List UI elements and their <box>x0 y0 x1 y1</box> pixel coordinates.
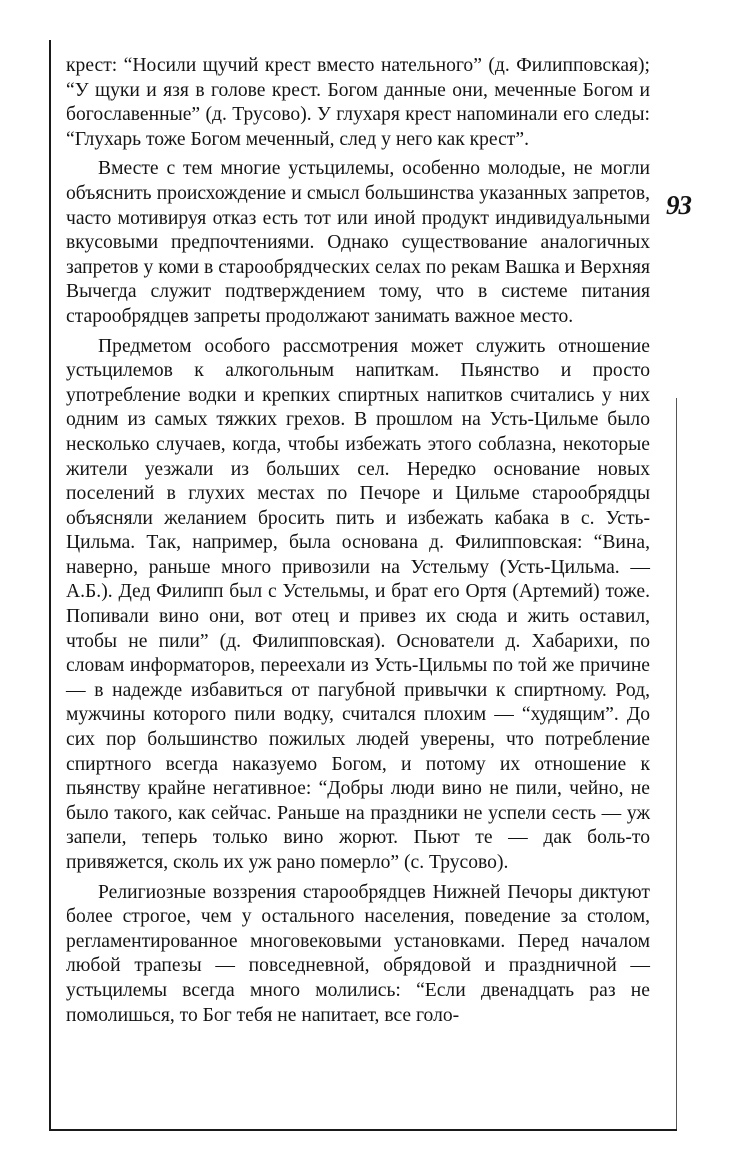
bottom-margin-rule <box>49 1129 677 1131</box>
paragraph: Вместе с тем многие устьцилемы, особенно молодые, не могли объяснить происхождение и смысл большинства указанных запретов, часто мотивируя отказ есть тот или иной продукт индивидуальными вкусовыми предпочтениями. Однако существование аналогичных запретов у коми в старообрядческих селах по рекам Вашка и Верхняя Вычегда служит подтверждением тому, что в системе питания старообрядцев запреты продолжают занимать важное место. <box>66 158 650 327</box>
body-text <box>66 54 650 1028</box>
paragraph: Религиозные воззрения старообрядцев Нижней Печоры диктуют более строгое, чем у остального населения, поведение за столом, регламентированное многовековыми установками. Перед началом любой трапезы — повседневной, обрядовой и праздничной — устьцилемы всегда много молились: “Если двенадцать раз не помолишься, то Бог тебя не напитает, все голо- <box>66 881 650 1026</box>
page-number: 93 <box>666 190 691 220</box>
left-margin-rule <box>49 40 51 1130</box>
right-margin-rule <box>676 398 677 1130</box>
paragraph: крест: “Носили щучий крест вместо нательного” (д. Филипповская); “У щуки и язя в голове крест. Богом данные они, меченные Богом и богославенные” (д. Трусово). У глухаря крест напоминали его следы: “Глухарь тоже Богом меченный, след у него как крест”. <box>66 55 650 150</box>
paragraph: Предметом особого рассмотрения может служить отношение устьцилемов к алкогольным напиткам. Пьянство и просто употребление водки и крепких спиртных напитков считались у них одним из самых тяжких грехов. В прошлом на Усть-Цильме было несколько случаев, когда, чтобы избежать этого соблазна, некоторые жители уезжали из больших сел. Нередко основание новых поселений в глухих местах по Печоре и Цильме старообрядцы объясняли желанием бросить пить и избежать кабака в с. Усть-Цильма. Так, например, была основана д. Филипповская: “Вина, наверно, раньше много привозили на Устельму (Усть-Цильма. — А.Б.). Дед Филипп был с Устельмы, и брат его Ортя (Артемий) тоже. Попивали вино они, вот отец и привез их сюда и жить оставил, чтобы не пили” (д. Филипповская). Основатели д. Хабарихи, по словам информаторов, переехали из Усть-Цильмы по той же причине — в надежде избавиться от пагубной привычки к спиртному. Род, мужчины которого пили водку, считался плохим — “худящим”. До сих пор большинство пожилых людей уверены, что потребление спиртного всегда наказуемо Богом, и потому их отношение к пьянству крайне негативное: “Добры люди вино не пили, чейно, не было такого, как сейчас. Раньше на праздники не успели сесть — уж запели, теперь только вино жорют. Пьют те — дак боль-то привяжется, сколь их уж рано померло” (с. Трусово). <box>66 335 650 873</box>
